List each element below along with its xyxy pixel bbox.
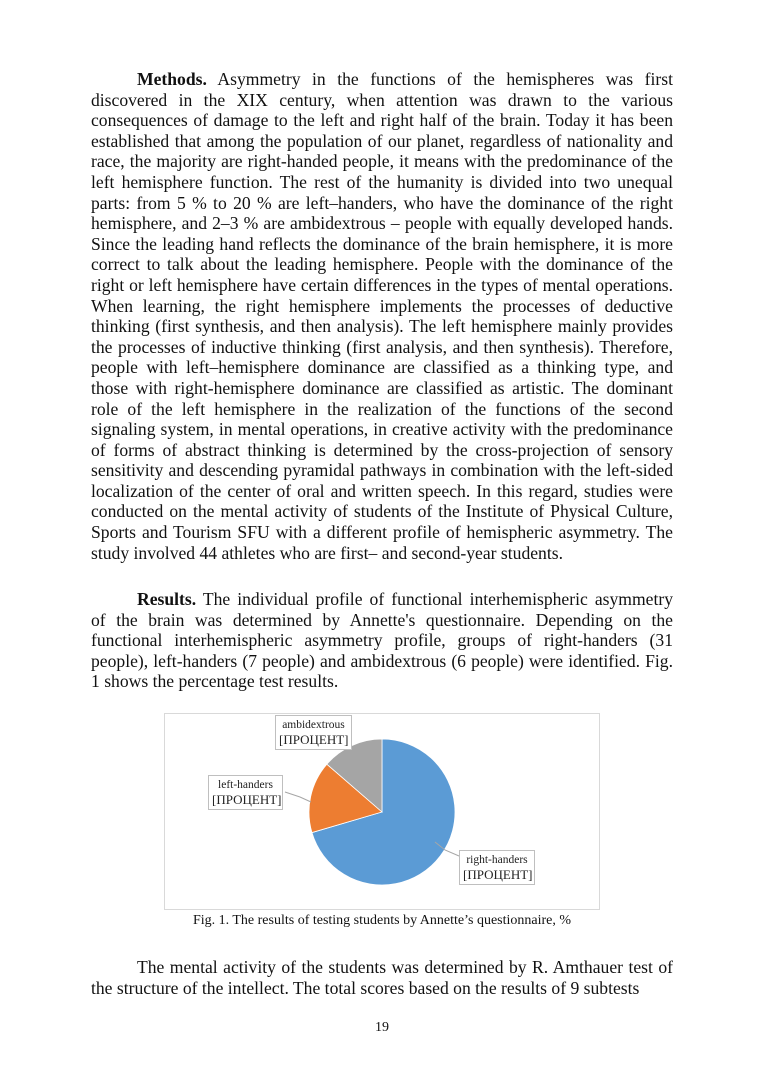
results-paragraph bbox=[91, 589, 673, 692]
results-text: The individual profile of functional interhemispheric asymmetry of the brain was determined by Annette's questionnaire. Depending on the functional interhemispheric asymmetry profile, groups of right-handers (31 people), left-handers (7 people) and ambidextrous (6 people) were identified. Fig. 1 shows the percentage test results. bbox=[91, 589, 673, 692]
methods-text: Asymmetry in the functions of the hemispheres was first discovered in the XIX century, when attention was drawn to the various consequences of damage to the left and right half of the brain. Today it has been established that among the population of our planet, regardless of nationality and race, the majority are right-handed people, it means with the predominance of the left hemisphere function. The rest of the humanity is divided into two unequal parts: from 5 % to 20 % are left–handers, who have the dominance of the right hemisphere, and 2–3 % are ambidextrous – people with equally developed hands. Since the leading hand reflects the dominance of the brain hemisphere, it is more correct to talk about the leading hemisphere. People with the dominance of the right or left hemisphere have certain differences in the types of mental operations. When learning, the right hemisphere implements the processes of deductive thinking (first synthesis, and then analysis). The left hemisphere mainly provides the processes of inductive thinking (first analysis, and then synthesis). Therefore, people with left–hemisphere dominance are classified as a thinking type, and those with right-hemisphere dominance are classified as artistic. The dominant role of the left hemisphere in the realization of the functions of the second signaling system, in mental operations, in creative activity with the predominance of forms of abstract thinking is determined by the cross-projection of sensory sensitivity and descending pyramidal pathways in combination with the left-sided localization of the center of oral and written speech. In this regard, studies were conducted on the mental activity of students of the Institute of Physical Culture, Sports and Tourism SFU with a different profile of hemispheric asymmetry. The study involved 44 athletes who are first– and second-year students. bbox=[91, 69, 673, 563]
methods-paragraph bbox=[91, 69, 673, 563]
label-left-handers-name: left-handers bbox=[218, 779, 273, 791]
label-ambidextrous-name: ambidextrous bbox=[282, 719, 345, 731]
results-heading: Results. bbox=[137, 589, 197, 609]
label-left-handers-value: [ПРОЦЕНТ] bbox=[212, 792, 282, 807]
pie-chart bbox=[164, 713, 600, 910]
pie-chart-svg bbox=[165, 714, 601, 911]
pie-slices bbox=[309, 739, 455, 885]
label-right-handers-value: [ПРОЦЕНТ] bbox=[463, 867, 533, 882]
continuation-paragraph: The mental activity of the students was determined by R. Amthauer test of the structure of the intellect. The total scores based on the results of 9 subtests bbox=[91, 957, 673, 998]
figure-caption: Fig. 1. The results of testing students by Annette’s questionnaire, % bbox=[192, 913, 572, 928]
methods-heading: Methods. bbox=[137, 69, 207, 89]
page-number: 19 bbox=[375, 1020, 389, 1035]
label-left-handers bbox=[208, 775, 283, 810]
label-right-handers-name: right-handers bbox=[466, 854, 528, 866]
label-ambidextrous bbox=[275, 715, 352, 750]
label-right-handers bbox=[459, 850, 535, 885]
label-ambidextrous-value: [ПРОЦЕНТ] bbox=[279, 732, 349, 747]
